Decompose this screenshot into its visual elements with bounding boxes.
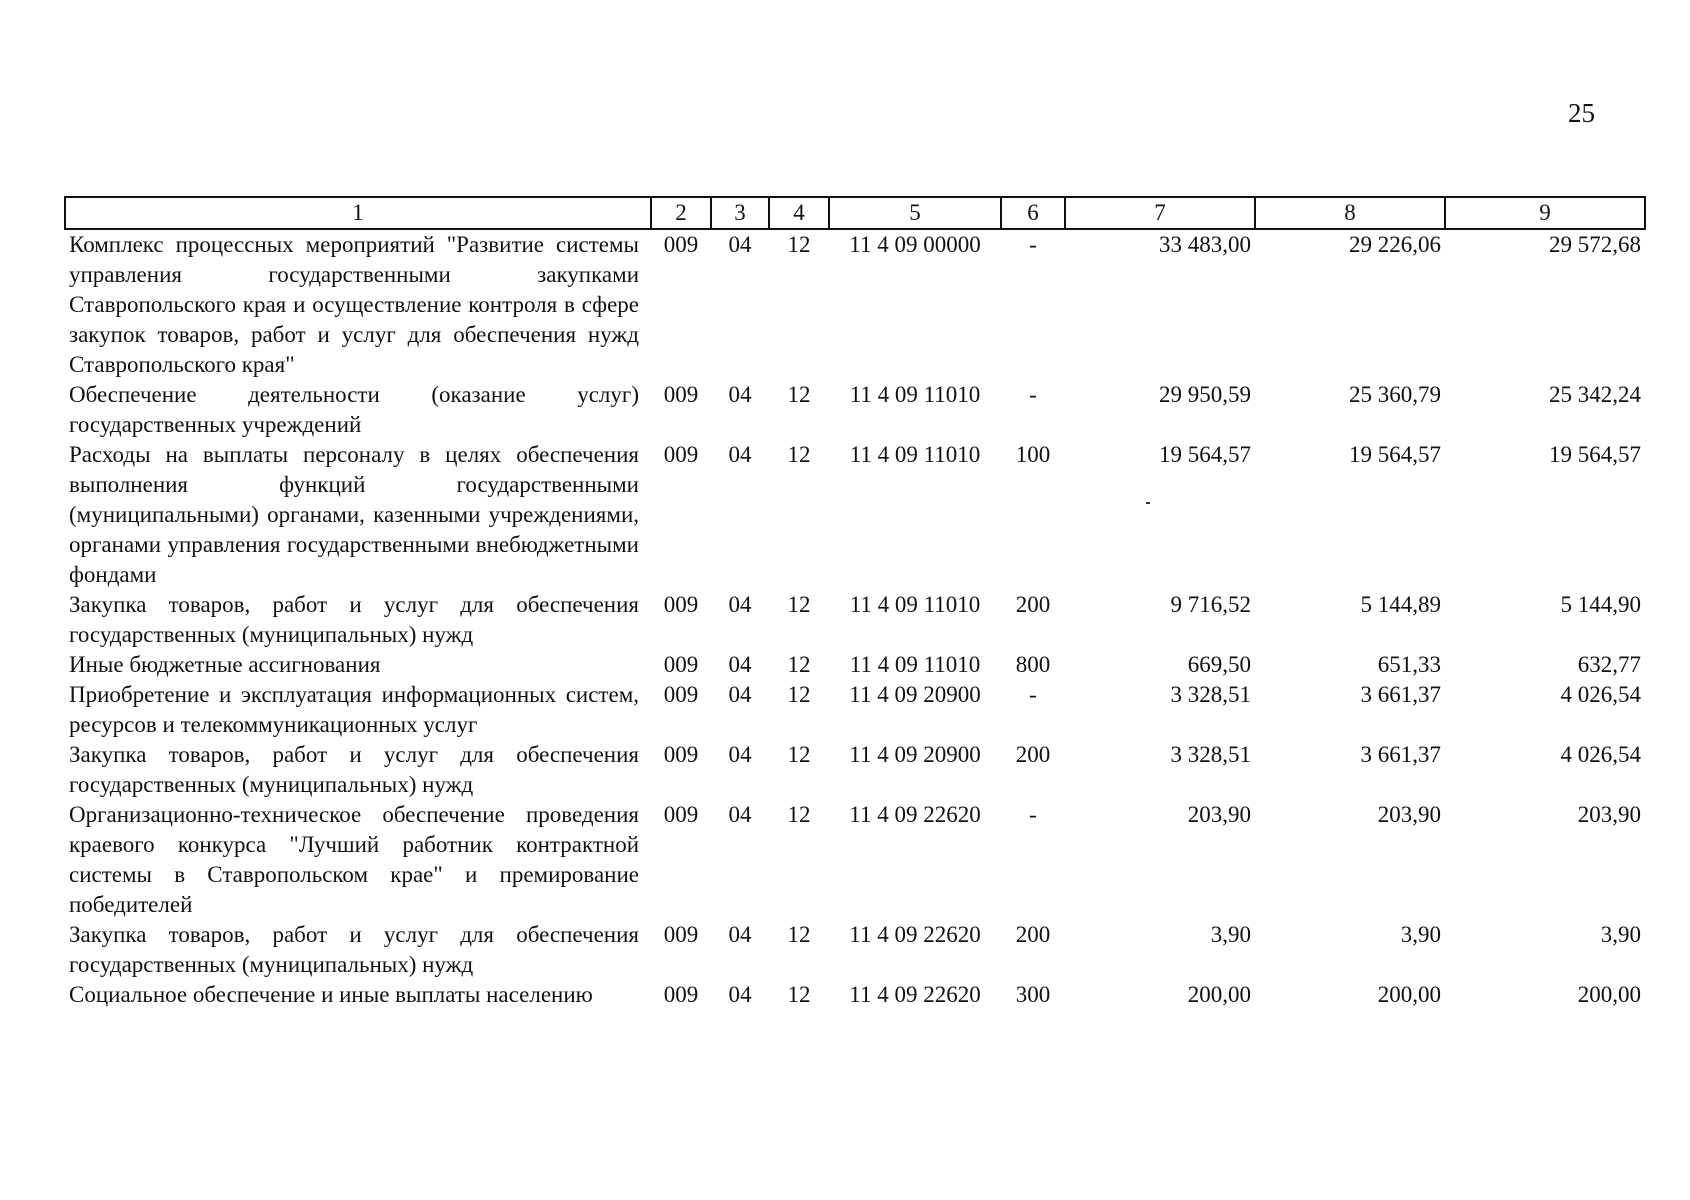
page-number: 25 bbox=[1568, 98, 1595, 128]
row-name: Иные бюджетные ассигнования bbox=[69, 652, 381, 677]
row-target: 11 4 09 20900 bbox=[849, 682, 981, 707]
row-sum-3: 4 026,54 bbox=[1560, 742, 1641, 767]
header-col-8: 8 bbox=[1255, 197, 1445, 229]
row-vr: 800 bbox=[1015, 652, 1051, 677]
row-sum-1: 669,50 bbox=[1187, 652, 1251, 677]
row-vr: 200 bbox=[1015, 592, 1051, 617]
row-section: 04 bbox=[728, 982, 752, 1007]
row-section: 04 bbox=[728, 922, 752, 947]
table-row bbox=[65, 800, 1645, 920]
row-target: 11 4 09 22620 bbox=[849, 802, 981, 827]
row-sum-2: 5 144,89 bbox=[1360, 592, 1441, 617]
row-subsection: 12 bbox=[787, 232, 811, 257]
row-ministry: 009 bbox=[663, 232, 699, 257]
table-row bbox=[65, 229, 1645, 380]
row-vr: 100 bbox=[1015, 442, 1051, 467]
row-sum-2: 203,90 bbox=[1377, 802, 1441, 827]
row-subsection: 12 bbox=[787, 682, 811, 707]
row-name: Приобретение и эксплуатация информационных систем, ресурсов и телекоммуникационных услуг bbox=[69, 682, 639, 737]
header-col-7: 7 bbox=[1065, 197, 1255, 229]
row-target: 11 4 09 00000 bbox=[849, 232, 981, 257]
row-target: 11 4 09 22620 bbox=[849, 982, 981, 1007]
table-row bbox=[65, 920, 1645, 980]
row-sum-3: 200,00 bbox=[1577, 982, 1641, 1007]
row-name: Закупка товаров, работ и услуг для обеспечения государственных (муниципальных) нужд bbox=[69, 922, 639, 977]
row-subsection: 12 bbox=[787, 982, 811, 1007]
row-sum-3: 4 026,54 bbox=[1560, 682, 1641, 707]
row-target: 11 4 09 11010 bbox=[849, 442, 981, 467]
row-target: 11 4 09 11010 bbox=[849, 592, 981, 617]
row-subsection: 12 bbox=[787, 742, 811, 767]
row-section: 04 bbox=[728, 652, 752, 677]
row-ministry: 009 bbox=[663, 982, 699, 1007]
row-subsection: 12 bbox=[787, 922, 811, 947]
header-col-2: 2 bbox=[651, 197, 711, 229]
row-sum-3: 19 564,57 bbox=[1549, 442, 1641, 467]
row-name: Комплекс процессных мероприятий "Развитие системы управления государственными закупками Ставропольского края и осуществление контроля в сфере закупок товаров, работ и услуг для обеспечения нужд Ставропольского края" bbox=[69, 232, 639, 377]
row-name: Организационно-техническое обеспечение проведения краевого конкурса "Лучший работник контрактной системы в Ставропольском крае" и премирование победителей bbox=[69, 802, 639, 917]
row-vr: 200 bbox=[1015, 742, 1051, 767]
row-sum-2: 19 564,57 bbox=[1349, 442, 1441, 467]
row-ministry: 009 bbox=[663, 802, 699, 827]
table-row bbox=[65, 650, 1645, 680]
row-name: Социальное обеспечение и иные выплаты населению bbox=[69, 982, 593, 1007]
row-ministry: 009 bbox=[663, 592, 699, 617]
table-row bbox=[65, 680, 1645, 740]
row-sum-3: 5 144,90 bbox=[1560, 592, 1641, 617]
row-sum-1: 3 328,51 bbox=[1170, 742, 1251, 767]
row-sum-3: 3,90 bbox=[1600, 922, 1641, 947]
row-section: 04 bbox=[728, 682, 752, 707]
row-section: 04 bbox=[728, 442, 752, 467]
row-sum-1: 3 328,51 bbox=[1170, 682, 1251, 707]
row-sum-2: 651,33 bbox=[1377, 652, 1441, 677]
row-subsection: 12 bbox=[787, 382, 811, 407]
row-name: Закупка товаров, работ и услуг для обеспечения государственных (муниципальных) нужд bbox=[69, 592, 639, 647]
row-name: Закупка товаров, работ и услуг для обеспечения государственных (муниципальных) нужд bbox=[69, 742, 639, 797]
row-sum-1: 203,90 bbox=[1187, 802, 1251, 827]
row-sum-1: 33 483,00 bbox=[1159, 232, 1251, 257]
row-sum-2: 200,00 bbox=[1377, 982, 1441, 1007]
row-subsection: 12 bbox=[787, 592, 811, 617]
header-col-6: 6 bbox=[1001, 197, 1065, 229]
table-row bbox=[65, 590, 1645, 650]
row-subsection: 12 bbox=[787, 442, 811, 467]
row-ministry: 009 bbox=[663, 742, 699, 767]
row-section: 04 bbox=[728, 382, 752, 407]
header-col-5: 5 bbox=[829, 197, 1001, 229]
row-sum-1: 29 950,59 bbox=[1159, 382, 1251, 407]
row-section: 04 bbox=[728, 802, 752, 827]
row-sum-3: 203,90 bbox=[1577, 802, 1641, 827]
row-sum-3: 25 342,24 bbox=[1549, 382, 1641, 407]
row-subsection: 12 bbox=[787, 652, 811, 677]
budget-table bbox=[64, 196, 1646, 1010]
row-section: 04 bbox=[728, 232, 752, 257]
header-row bbox=[65, 197, 1645, 229]
row-name: Расходы на выплаты персоналу в целях обеспечения выполнения функций государственными (муниципальными) органами, казенными учреждениями, органами управления государственными внебюджетными фондами bbox=[69, 442, 639, 587]
row-sum-3: 632,77 bbox=[1577, 652, 1641, 677]
row-sum-1: 19 564,57 bbox=[1159, 442, 1251, 467]
row-ministry: 009 bbox=[663, 442, 699, 467]
header-col-1: 1 bbox=[65, 197, 651, 229]
row-sum-2: 3 661,37 bbox=[1360, 682, 1441, 707]
row-target: 11 4 09 11010 bbox=[849, 382, 981, 407]
scan-artifact bbox=[1146, 502, 1150, 504]
row-sum-1: 200,00 bbox=[1187, 982, 1251, 1007]
row-sum-2: 29 226,06 bbox=[1349, 232, 1441, 257]
table-row bbox=[65, 740, 1645, 800]
table-row bbox=[65, 980, 1645, 1010]
row-vr: 200 bbox=[1015, 922, 1051, 947]
row-target: 11 4 09 22620 bbox=[849, 922, 981, 947]
table-row bbox=[65, 380, 1645, 440]
header-col-3: 3 bbox=[711, 197, 769, 229]
row-vr: - bbox=[1029, 682, 1037, 707]
header-col-4: 4 bbox=[769, 197, 829, 229]
row-vr: - bbox=[1029, 802, 1037, 827]
row-vr: - bbox=[1029, 382, 1037, 407]
row-sum-2: 25 360,79 bbox=[1349, 382, 1441, 407]
row-subsection: 12 bbox=[787, 802, 811, 827]
row-section: 04 bbox=[728, 742, 752, 767]
header-col-9: 9 bbox=[1445, 197, 1645, 229]
row-ministry: 009 bbox=[663, 922, 699, 947]
row-vr: 300 bbox=[1015, 982, 1051, 1007]
row-ministry: 009 bbox=[663, 652, 699, 677]
row-name: Обеспечение деятельности (оказание услуг) государственных учреждений bbox=[69, 382, 639, 437]
table-row bbox=[65, 440, 1645, 590]
row-ministry: 009 bbox=[663, 382, 699, 407]
row-sum-2: 3 661,37 bbox=[1360, 742, 1441, 767]
row-target: 11 4 09 20900 bbox=[849, 742, 981, 767]
row-sum-3: 29 572,68 bbox=[1549, 232, 1641, 257]
row-section: 04 bbox=[728, 592, 752, 617]
row-sum-1: 3,90 bbox=[1210, 922, 1251, 947]
row-sum-1: 9 716,52 bbox=[1170, 592, 1251, 617]
row-vr: - bbox=[1029, 232, 1037, 257]
row-sum-2: 3,90 bbox=[1400, 922, 1441, 947]
row-ministry: 009 bbox=[663, 682, 699, 707]
row-target: 11 4 09 11010 bbox=[849, 652, 981, 677]
